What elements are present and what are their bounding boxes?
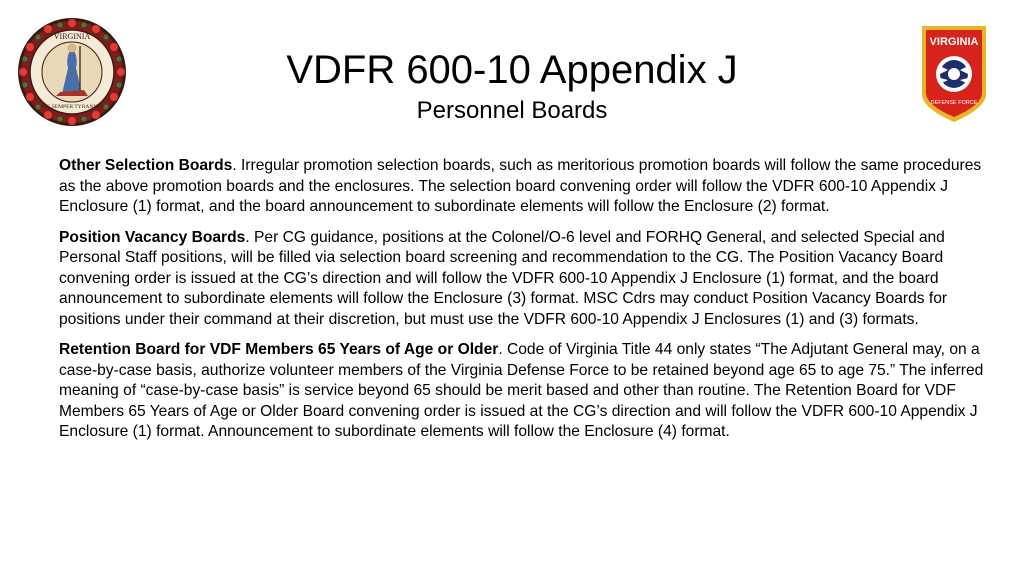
paragraph-text: . Code of Virginia Title 44 only states “The Adjutant General may, on a case-by-case basis, authorize volunteer members of the Virginia Defense Force to be retained beyond age 65 to age 75.” The inferred meaning of “case-by-case basis” is service beyond 65 should be merit based and other than routine. The Retention Board for VDF Members 65 Years of Age or Older Board convening order is issued at the CG’s direction and will follow the VDFR 600-10 Appendix J Enclosure (1) format. Announcement to subordinate elements will follow the Enclosure (4) format. [59,341,984,440]
badge-text-bottom: DEFENSE FORCE [930,100,978,106]
slide-subtitle: Personnel Boards [416,97,608,124]
paragraph-text: . Per CG guidance, positions at the Colonel/O-6 level and FORHQ General, and selected Special and Personal Staff positions, will be filled via selection board screening and recommendation to the CG. The Position Vacancy Board convening order is issued at the CG’s direction and will follow the VDFR 600-10 Appendix J Enclosure (1) format, and the board announcement to subordinate elements will follow the Enclosure (3) format. MSC Cdrs may conduct Position Vacancy Boards for positions under their command at their discretion, but must use the VDFR 600-10 Appendix J Enclosures (1) and (3) formats. [59,228,948,328]
seal-text-bottom: SIC SEMPER TYRANNIS [41,104,103,110]
badge-text-top: VIRGINIA [929,36,979,48]
slide-title: VDFR 600-10 Appendix J [286,48,738,92]
paragraph-heading: Position Vacancy Boards [59,228,246,246]
slide-body [59,156,989,453]
virginia-defense-force-patch-icon [918,22,990,126]
virginia-state-seal-icon [16,16,128,128]
paragraph-retention-board [59,340,989,443]
paragraph-other-selection-boards [59,156,989,218]
paragraph-text: . Irregular promotion selection boards, such as meritorious promotion boards will follow the same procedures as the above promotion boards and the enclosures. The selection board convening order will follow the VDFR 600-10 Appendix J Enclosure (1) format, and the board announcement to subordinate elements will follow the Enclosure (2) format. [59,157,982,215]
seal-text-top: VIRGINIA [53,32,91,41]
paragraph-position-vacancy-boards [59,228,989,331]
paragraph-heading: Retention Board for VDF Members 65 Years of Age or Older [59,341,499,358]
paragraph-heading: Other Selection Boards [59,157,233,174]
